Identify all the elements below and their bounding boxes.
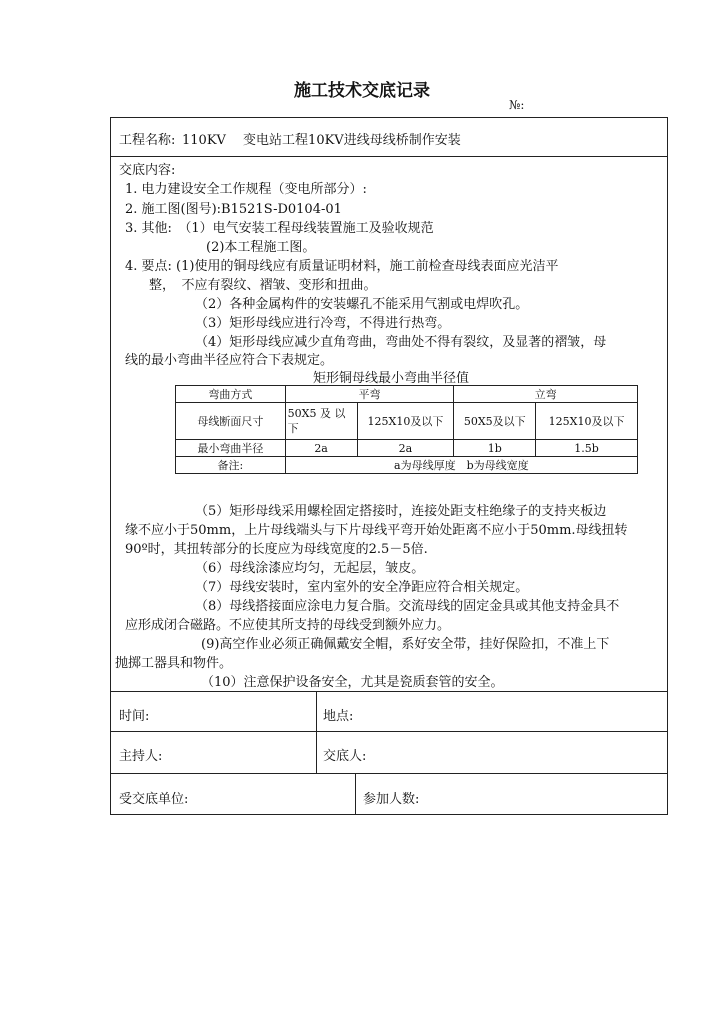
content-line: （5）矩形母线采用螺栓固定搭接时，连接处距支柱绝缘子的支持夹板边 [195, 504, 607, 519]
content-line: （10）注意保护设备安全，尤其是瓷质套管的安全。 [201, 675, 504, 690]
content-line: 90º时，其扭转部分的长度应为母线宽度的2.5－5倍. [125, 542, 428, 557]
content-line: （4）矩形母线应减少直角弯曲，弯曲处不得有裂纹，及显著的褶皱，母 [195, 335, 607, 350]
receiving-unit-label: 受交底单位: [119, 792, 189, 807]
table-row [176, 403, 638, 440]
place-label: 地点: [323, 709, 354, 724]
content-line: （7）母线安装时，室内室外的安全净距应符合相关规定。 [195, 580, 529, 595]
project-name-label: 工程名称: [119, 133, 176, 148]
content-line: 3. 其他: （1）电气安装工程母线装置施工及验收规范 [125, 221, 434, 236]
content-line: 线的最小弯曲半径应符合下表规定。 [125, 353, 334, 368]
table-cell: 125X10及以下 [357, 403, 454, 440]
content-line: （2）各种金属构件的安装螺孔不能采用气割或电焊吹孔。 [195, 297, 529, 312]
divider [355, 773, 356, 815]
content-line: 抛掷工器具和物件。 [115, 656, 233, 671]
participant-count-label: 参加人数: [363, 792, 420, 807]
table-cell: 备注: [176, 457, 286, 474]
table-cell: 2a [285, 440, 357, 457]
content-line: (9)高空作业必须正确佩戴安全帽，系好安全带，挂好保险扣，不准上下 [201, 637, 610, 652]
divider [111, 691, 667, 692]
project-name-value: 110KV 变电站工程10KV进线母线桥制作安装 [182, 133, 461, 148]
document-title: 施工技术交底记录 [294, 81, 430, 101]
table-cell: 50X5及以下 [454, 403, 536, 440]
table-cell: 最小弯曲半径 [176, 440, 286, 457]
table-cell: 立弯 [454, 386, 638, 403]
divider [111, 156, 667, 157]
table-cell: 1.5b [536, 440, 638, 457]
table-cell: 1b [454, 440, 536, 457]
content-heading: 交底内容: [119, 163, 176, 178]
table-cell: 平弯 [285, 386, 454, 403]
table-row [176, 386, 638, 403]
bend-table-title: 矩形铜母线最小弯曲半径值 [312, 371, 469, 386]
content-line: 1. 电力建设安全工作规程（变电所部分）: [125, 182, 367, 197]
content-line: （8）母线搭接面应涂电力复合脂。交流母线的固定金具或其他支持金具不 [195, 599, 620, 614]
record-form [110, 117, 668, 815]
content-line: 2. 施工图(图号):B1521S-D0104-01 [125, 202, 342, 217]
content-line: （3）矩形母线应进行冷弯，不得进行热弯。 [195, 316, 451, 331]
table-cell: 母线断面尺寸 [176, 403, 286, 440]
divider [111, 773, 667, 774]
content-line: (2)本工程施工图。 [206, 240, 316, 255]
table-cell: a为母线厚度 b为母线宽度 [285, 457, 637, 474]
table-cell: 弯曲方式 [176, 386, 286, 403]
table-row [176, 457, 638, 474]
host-label: 主持人: [119, 749, 163, 764]
table-cell: 2a [357, 440, 454, 457]
table-cell: 125X10及以下 [536, 403, 638, 440]
content-line: 整， 不应有裂纹、褶皱、变形和扭曲。 [149, 278, 377, 293]
content-line: 4. 要点: (1)使用的铜母线应有质量证明材料，施工前检查母线表面应光洁平 [125, 259, 559, 274]
bend-radius-table [175, 385, 638, 474]
presenter-label: 交底人: [323, 749, 367, 764]
content-line: 应形成闭合磁路。不应使其所支持的母线受到额外应力。 [125, 618, 451, 633]
table-cell: 50X5 及 以下 [285, 403, 357, 440]
content-line: 缘不应小于50mm，上片母线端头与下片母线平弯开始处距离不应小于50mm.母线扭转 [125, 523, 628, 538]
divider [316, 691, 317, 773]
content-line: （6）母线涂漆应均匀，无起层，皱皮。 [195, 561, 425, 576]
document-number-label: №: [509, 98, 525, 112]
divider [111, 731, 667, 732]
table-row [176, 440, 638, 457]
time-label: 时间: [119, 709, 150, 724]
